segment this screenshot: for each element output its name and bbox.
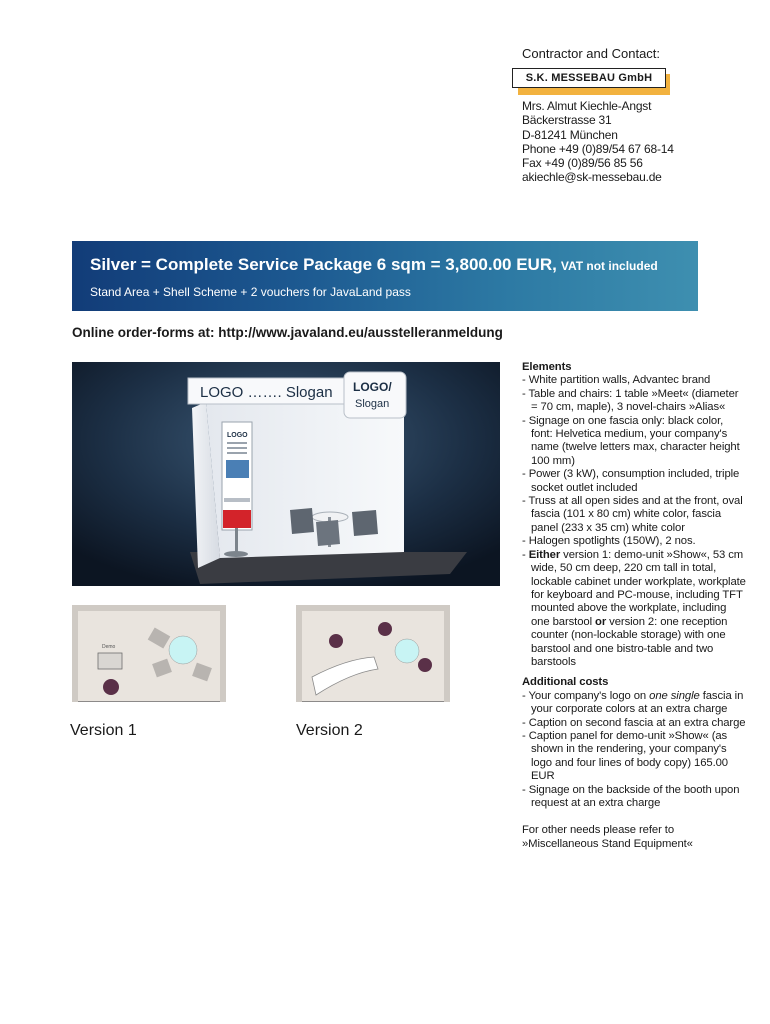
floor-plan-version-2 (296, 605, 450, 702)
additional-item (522, 690, 746, 717)
svg-text:Demo: Demo (102, 644, 116, 650)
elements-item: - White partition walls, Advantec brand (522, 374, 711, 387)
elements-item: - Table and chairs: 1 table »Meet« (diameter = 70 cm, maple), 3 novel-chairs »Alias« (522, 387, 739, 414)
footer-note: For other needs please refer to »Miscellaneous Stand Equipment« (522, 824, 693, 850)
contact-phone: Phone +49 (0)89/54 67 68-14 (522, 141, 674, 156)
vat-note: VAT not included (560, 259, 658, 273)
either-text-1: version 1: demo-unit »Show«, 53 cm wide, 50 cm deep, 220 cm tall in total, lockable cabinet under workplate, workplate for keyboard and PC-mouse, including TFT mounted above the workplate, including one barstool (531, 548, 746, 628)
elements-item-either (522, 549, 746, 670)
fascia-side-logo: LOGO/ (353, 380, 392, 394)
package-banner (72, 241, 698, 311)
banner-title (90, 255, 658, 275)
online-forms-link[interactable]: Online order-forms at: http://www.javaland.eu/ausstelleranmeldung (72, 325, 503, 340)
booth-rendering (72, 362, 500, 586)
contact-name: Mrs. Almut Kiechle-Angst (522, 99, 652, 113)
additional-item: - Caption panel for demo-unit »Show« (as shown in the rendering, your company's logo and four lines of body copy) 165.00 EUR (522, 729, 728, 783)
elements-item: - Halogen spotlights (150W), 2 nos. (522, 535, 696, 548)
additional-item-1a: - Your company's logo on (522, 689, 650, 702)
elements-item: - Power (3 kW), consumption included, triple socket outlet included (522, 468, 740, 494)
contact-city: D-81241 München (522, 127, 618, 142)
either-text-2: version 2: one reception counter (non-lockable storage) with one barstool and one bistro-table and two barstools (531, 615, 728, 668)
elements-item: - Truss at all open sides and at the front, oval fascia (101 x 80 cm) white color, fascia panel (233 x 35 cm) white color (522, 495, 743, 534)
banner-title-text: Silver = Complete Service Package 6 sqm = 3,800.00 EUR, (90, 255, 557, 274)
elements-heading: Elements (522, 361, 572, 373)
either-word: Either (528, 548, 561, 561)
contact-fax: Fax +49 (0)89/56 85 56 (522, 156, 643, 171)
contractor-heading: Contractor and Contact: (522, 46, 661, 61)
additional-item-1b: fascia in your corporate colors at an extra charge (531, 689, 744, 716)
panel-logo: LOGO (227, 432, 248, 439)
either-prefix: - (522, 548, 529, 561)
additional-costs-heading: Additional costs (522, 676, 609, 689)
additional-item: - Signage on the backside of the booth upon request at an extra charge (522, 783, 740, 809)
version-1-label: Version 1 (70, 722, 137, 739)
contact-street: Bäckerstrasse 31 (522, 113, 612, 128)
additional-item: - Caption on second fascia at an extra charge (522, 716, 746, 729)
fascia-front-text: LOGO ……. Slogan (200, 384, 333, 401)
floor-plan-version-1 (72, 605, 226, 702)
package-details (522, 361, 746, 851)
elements-item: - Signage on one fascia only: black color, font: Helvetica medium, your company's name (twelve letters max, character height 100 mm) (522, 414, 740, 467)
version-2-label: Version 2 (296, 722, 363, 739)
banner-subtitle: Stand Area + Shell Scheme + 2 vouchers for JavaLand pass (90, 285, 411, 299)
additional-item-1-italic: one single (649, 689, 700, 702)
contact-email[interactable]: akiechle@sk-messebau.de (522, 170, 662, 185)
or-word: or (595, 615, 607, 628)
fascia-side-slogan: Slogan (355, 398, 390, 410)
company-logo: S.K. MESSEBAU GmbH (512, 68, 666, 88)
contact-details (522, 99, 674, 185)
